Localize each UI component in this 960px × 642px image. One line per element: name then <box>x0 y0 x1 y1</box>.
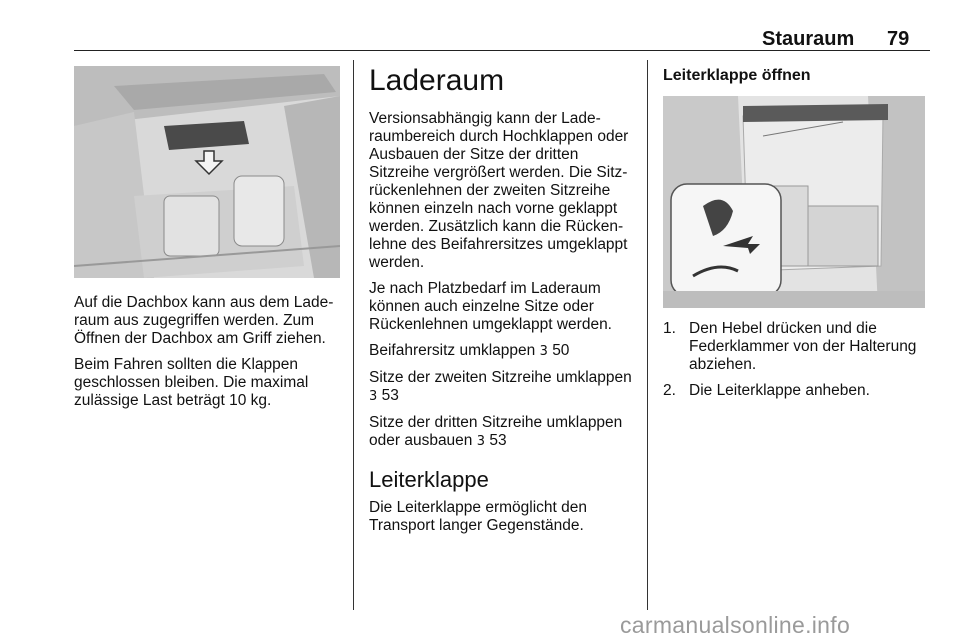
step-text: Die Leiterklappe anheben. <box>689 382 870 399</box>
page-reference-icon: 3 <box>369 389 378 404</box>
page-reference-icon: 3 <box>476 434 486 449</box>
section-heading-leiterklappe: Leiterklappe <box>369 467 489 492</box>
section-heading-laderaum: Laderaum <box>369 64 505 97</box>
page-number: 79 <box>887 28 910 50</box>
instruction-step <box>663 382 928 400</box>
column-divider-right <box>647 60 648 610</box>
step-text: Den Hebel drücken und die Federklammer von der Halterung abziehen. <box>689 320 917 373</box>
cross-reference-page: 50 <box>552 342 570 359</box>
leiterklappe-paragraph: Die Leiterklappe ermöglicht den Transport langer Gegenstände. <box>369 499 587 534</box>
figure-caption-roof-box: Auf die Dachbox kann aus dem Laderaum aus zugegriffen werden. Zum Öffnen der Dachbox am Griff ziehen. <box>74 294 334 347</box>
cross-reference-page: 53 <box>489 432 507 449</box>
cross-reference-third-row[interactable] <box>369 414 634 451</box>
subsection-heading-open-flap: Leiterklappe öffnen <box>663 67 811 84</box>
step-number: 2. <box>663 382 676 399</box>
header-rule <box>74 50 930 51</box>
driving-note: Beim Fahren sollten die Klappen geschlossen bleiben. Die maximal zulässige Last beträgt 10 kg. <box>74 356 309 409</box>
instruction-steps <box>663 320 928 400</box>
ladder-flap-illustration <box>663 96 925 308</box>
step-number: 1. <box>663 320 676 337</box>
page-reference-icon: 3 <box>539 344 548 359</box>
cross-reference-text: Sitze der zweiten Sitzreihe umklappen <box>369 369 632 386</box>
cross-reference-page: 53 <box>381 387 399 404</box>
roof-box-illustration <box>74 66 340 278</box>
watermark: carmanualsonline.info <box>620 612 851 638</box>
page-section-title: Stauraum <box>762 28 855 50</box>
cross-reference-text: Beifahrersitz umklappen <box>369 342 536 359</box>
laderaum-paragraph-1: Versionsabhängig kann der Laderaumbereich durch Hochklappen oder Ausbauen der Sitze der dritten Sitzreihe vergrößert werden. Die Sitzrückenlehnen der zweiten Sitzreihe können einzeln nach vorne geklappt werden. Zusätzlich kann die Rückenlehne des Beifahrersitzes umgeklappt werden. <box>369 110 629 271</box>
laderaum-paragraph-2: Je nach Platzbedarf im Laderaum können auch einzelne Sitze oder Rückenlehnen umgeklappt werden. <box>369 280 612 333</box>
column-divider-left <box>353 60 354 610</box>
instruction-step <box>663 320 928 374</box>
cross-reference-text: Sitze der dritten Sitzreihe umklappen oder ausbauen <box>369 414 623 449</box>
cross-reference-passenger-seat[interactable] <box>369 342 634 361</box>
cross-reference-second-row[interactable] <box>369 369 634 406</box>
